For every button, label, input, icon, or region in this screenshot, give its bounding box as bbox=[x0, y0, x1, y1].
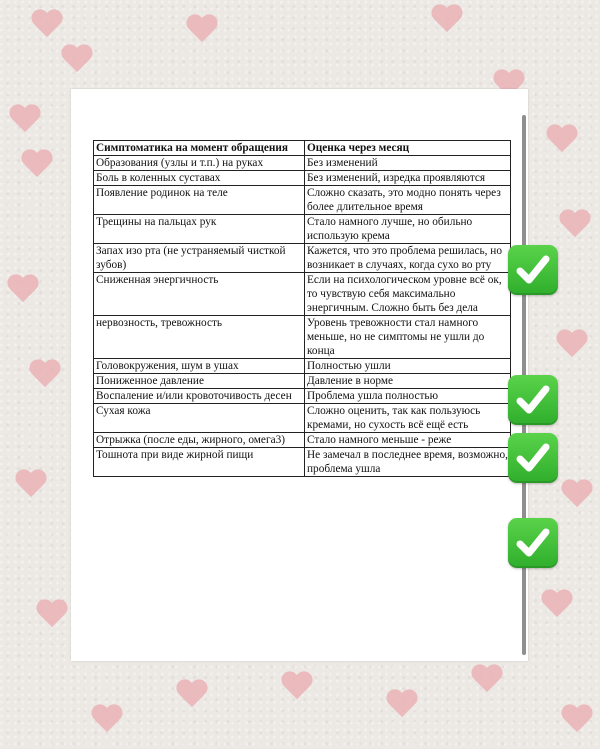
heart-icon bbox=[28, 360, 62, 390]
heart-icon bbox=[6, 275, 40, 305]
check-mark-button-icon bbox=[508, 518, 558, 568]
symptom-cell: Боль в коленных суставах bbox=[94, 171, 305, 186]
table-row bbox=[94, 244, 511, 273]
table-header-row bbox=[94, 141, 511, 156]
table-row bbox=[94, 156, 511, 171]
table-row bbox=[94, 359, 511, 374]
heart-icon bbox=[20, 150, 54, 180]
assessment-cell: Без изменений, изредка проявляются bbox=[305, 171, 511, 186]
heart-icon bbox=[555, 330, 589, 360]
heart-icon bbox=[35, 600, 69, 630]
check-mark-button-icon bbox=[508, 245, 558, 295]
assessment-cell: Без изменений bbox=[305, 156, 511, 171]
assessment-cell: Сложно оценить, так как пользуюсь кремами, но сухость всё ещё есть bbox=[305, 404, 511, 433]
assessment-cell: Давление в норме bbox=[305, 374, 511, 389]
symptom-cell: Воспаление и/или кровоточивость десен bbox=[94, 389, 305, 404]
heart-icon bbox=[385, 690, 419, 720]
table-row bbox=[94, 389, 511, 404]
column-header-symptoms: Симптоматика на момент обращения bbox=[94, 141, 305, 156]
table-row bbox=[94, 215, 511, 244]
heart-icon bbox=[30, 10, 64, 40]
heart-icon bbox=[8, 105, 42, 135]
heart-icon bbox=[185, 15, 219, 45]
symptom-cell: Появление родинок на теле bbox=[94, 186, 305, 215]
assessment-cell: Кажется, что это проблема решилась, но возникает в случаях, когда сухо во рту bbox=[305, 244, 511, 273]
table-row bbox=[94, 404, 511, 433]
heart-icon bbox=[470, 665, 504, 695]
table-row bbox=[94, 433, 511, 448]
heart-icon bbox=[175, 680, 209, 710]
heart-icon bbox=[90, 705, 124, 735]
heart-icon bbox=[430, 5, 464, 35]
symptom-cell: Запах изо рта (не устраняемый чисткой зубов) bbox=[94, 244, 305, 273]
heart-icon bbox=[60, 45, 94, 75]
symptom-cell: Головокружения, шум в ушах bbox=[94, 359, 305, 374]
assessment-cell: Уровень тревожности стал намного меньше, но не симптомы не ушли до конца bbox=[305, 316, 511, 359]
table-row bbox=[94, 448, 511, 477]
symptom-cell: Тошнота при виде жирной пищи bbox=[94, 448, 305, 477]
heart-icon bbox=[14, 470, 48, 500]
symptom-cell: Отрыжка (после еды, жирного, омега3) bbox=[94, 433, 305, 448]
table-row bbox=[94, 273, 511, 316]
heart-icon bbox=[540, 590, 574, 620]
symptom-cell: Пониженное давление bbox=[94, 374, 305, 389]
table-row bbox=[94, 374, 511, 389]
assessment-cell: Стало намного лучше, но обильно использую крема bbox=[305, 215, 511, 244]
symptom-cell: Трещины на пальцах рук bbox=[94, 215, 305, 244]
column-header-assessment: Оценка через месяц bbox=[305, 141, 511, 156]
symptom-cell: Сниженная энергичность bbox=[94, 273, 305, 316]
check-mark-button-icon bbox=[508, 433, 558, 483]
assessment-cell: Не замечал в последнее время, возможно, проблема ушла bbox=[305, 448, 511, 477]
heart-icon bbox=[560, 705, 594, 735]
table-row bbox=[94, 316, 511, 359]
assessment-cell: Стало намного меньше - реже bbox=[305, 433, 511, 448]
table-row bbox=[94, 171, 511, 186]
heart-icon bbox=[560, 480, 594, 510]
table-row bbox=[94, 186, 511, 215]
symptoms-table bbox=[93, 140, 511, 477]
symptom-cell: нервозность, тревожность bbox=[94, 316, 305, 359]
assessment-cell: Проблема ушла полностью bbox=[305, 389, 511, 404]
symptom-cell: Сухая кожа bbox=[94, 404, 305, 433]
check-mark-button-icon bbox=[508, 375, 558, 425]
assessment-cell: Сложно сказать, это модно понять через более длительное время bbox=[305, 186, 511, 215]
heart-icon bbox=[545, 125, 579, 155]
assessment-cell: Если на психологическом уровне всё ок, то чувствую себя максимально энергичным. Сложно быть без дела bbox=[305, 273, 511, 316]
heart-icon bbox=[280, 672, 314, 702]
heart-icon bbox=[558, 210, 592, 240]
assessment-cell: Полностью ушли bbox=[305, 359, 511, 374]
symptom-cell: Образования (узлы и т.п.) на руках bbox=[94, 156, 305, 171]
